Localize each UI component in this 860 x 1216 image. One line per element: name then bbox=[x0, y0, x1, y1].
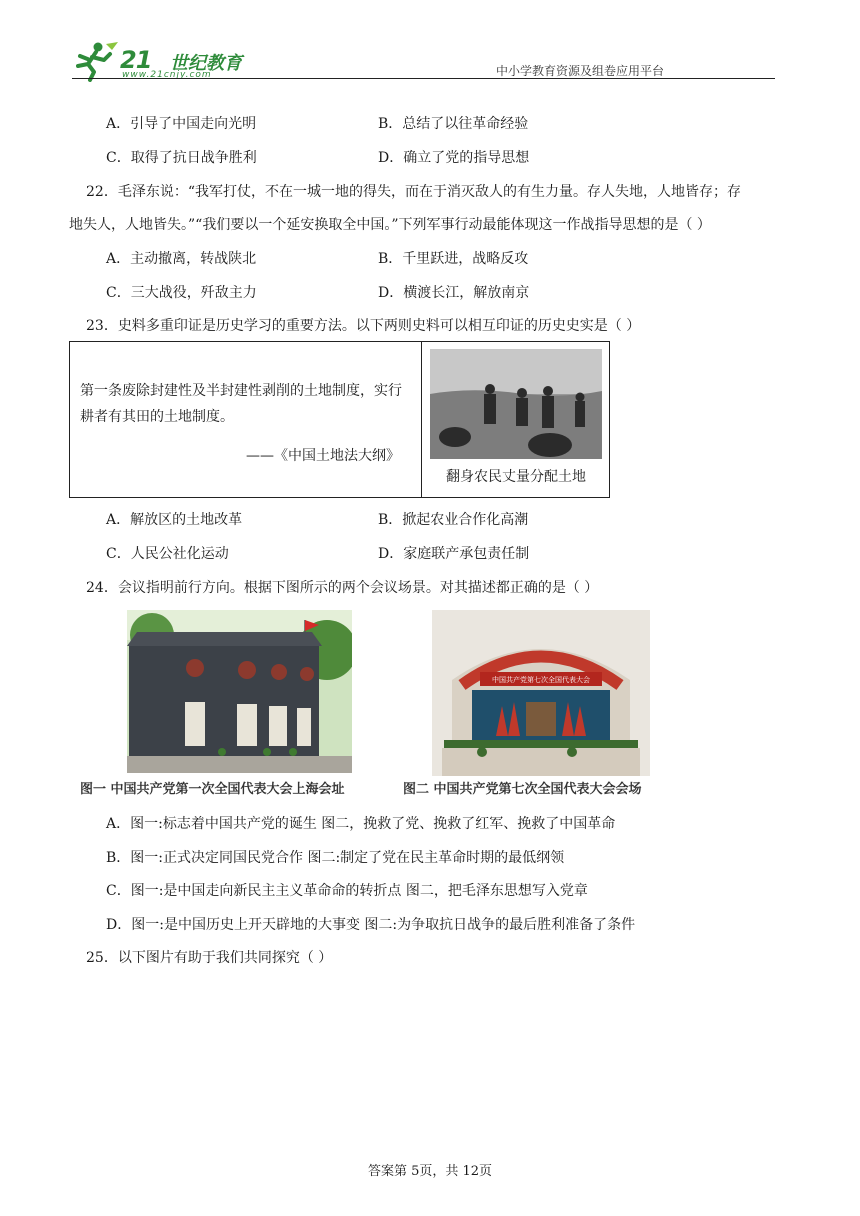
q21-option-c: C．取得了抗日战争胜利 bbox=[106, 150, 257, 166]
runner-icon bbox=[72, 40, 122, 82]
q23-stem: 23．史料多重印证是历史学习的重要方法。以下两则史料可以相互印证的历史史实是（ ） bbox=[86, 318, 641, 334]
seventh-congress-hall-photo bbox=[432, 610, 650, 776]
q24-option-d: D．图一:是中国历史上开天辟地的大事变 图二:为争取抗日战争的最后胜利准备了条件 bbox=[106, 917, 636, 933]
logo-url: www.21cnjy.com bbox=[122, 70, 212, 80]
source-citation: ——《中国土地法大纲》 bbox=[246, 448, 400, 464]
logo-number: 21 bbox=[120, 46, 152, 74]
logo-text: 世纪教育 bbox=[170, 53, 242, 74]
q23-option-d: D．家庭联产承包责任制 bbox=[378, 546, 530, 562]
q23-option-a: A．解放区的土地改革 bbox=[106, 512, 243, 528]
header-divider bbox=[72, 78, 775, 79]
q22-option-d: D．横渡长江，解放南京 bbox=[378, 285, 530, 301]
q23-source-box bbox=[69, 341, 610, 498]
q24-option-b: B．图一:正式决定同国民党合作 图二:制定了党在民主革命时期的最低纲领 bbox=[106, 850, 565, 866]
q24-option-c: C．图一:是中国走向新民主主义革命命的转折点 图二，把毛泽东思想写入党章 bbox=[106, 883, 588, 899]
q22-option-b: B．千里跃进，战略反攻 bbox=[378, 251, 529, 267]
q24-option-a: A．图一:标志着中国共产党的诞生 图二，挽救了党、挽救了红军、挽救了中国革命 bbox=[106, 816, 616, 832]
source-quote: 第一条废除封建性及半封建性剥削的土地制度，实行耕者有其田的土地制度。 bbox=[80, 383, 402, 425]
q22-option-a: A．主动撤离，转战陕北 bbox=[106, 251, 257, 267]
first-congress-site-photo bbox=[127, 610, 352, 773]
site-logo bbox=[72, 40, 242, 82]
q24-stem: 24．会议指明前行方向。根据下图所示的两个会议场景。对其描述都正确的是（ ） bbox=[86, 580, 599, 596]
q22-option-c: C．三大战役，歼敌主力 bbox=[106, 285, 257, 301]
q21-option-a: A．引导了中国走向光明 bbox=[106, 116, 257, 132]
q23-option-c: C．人民公社化运动 bbox=[106, 546, 229, 562]
banner-text: 中国共产党第七次全国代表大会 bbox=[492, 676, 590, 684]
header-platform-text: 中小学教育资源及组卷应用平台 bbox=[495, 64, 664, 78]
photo-caption: 翻身农民丈量分配土地 bbox=[446, 469, 586, 485]
q21-option-b: B．总结了以往革命经验 bbox=[378, 116, 529, 132]
q25-stem: 25．以下图片有助于我们共同探究（ ） bbox=[86, 950, 333, 966]
q21-option-d: D．确立了党的指导思想 bbox=[378, 150, 530, 166]
land-survey-photo bbox=[430, 349, 602, 459]
q22-stem-line2: 地失人，人地皆失。”“我们要以一个延安换取全中国。”下列军事行动最能体现这一作战指导思想的是（ ） bbox=[69, 217, 711, 233]
figure1-caption: 图一 中国共产党第一次全国代表大会上海会址 bbox=[80, 782, 345, 797]
q22-stem-line1: 22．毛泽东说：“我军打仗，不在一城一地的得失，而在于消灭敌人的有生力量。存人失地，人地皆存；存 bbox=[86, 184, 741, 200]
page-number: 答案第 5页，共 12页 bbox=[367, 1164, 493, 1179]
q23-option-b: B．掀起农业合作化高潮 bbox=[378, 512, 529, 528]
figure2-caption: 图二 中国共产党第七次全国代表大会会场 bbox=[403, 782, 642, 797]
